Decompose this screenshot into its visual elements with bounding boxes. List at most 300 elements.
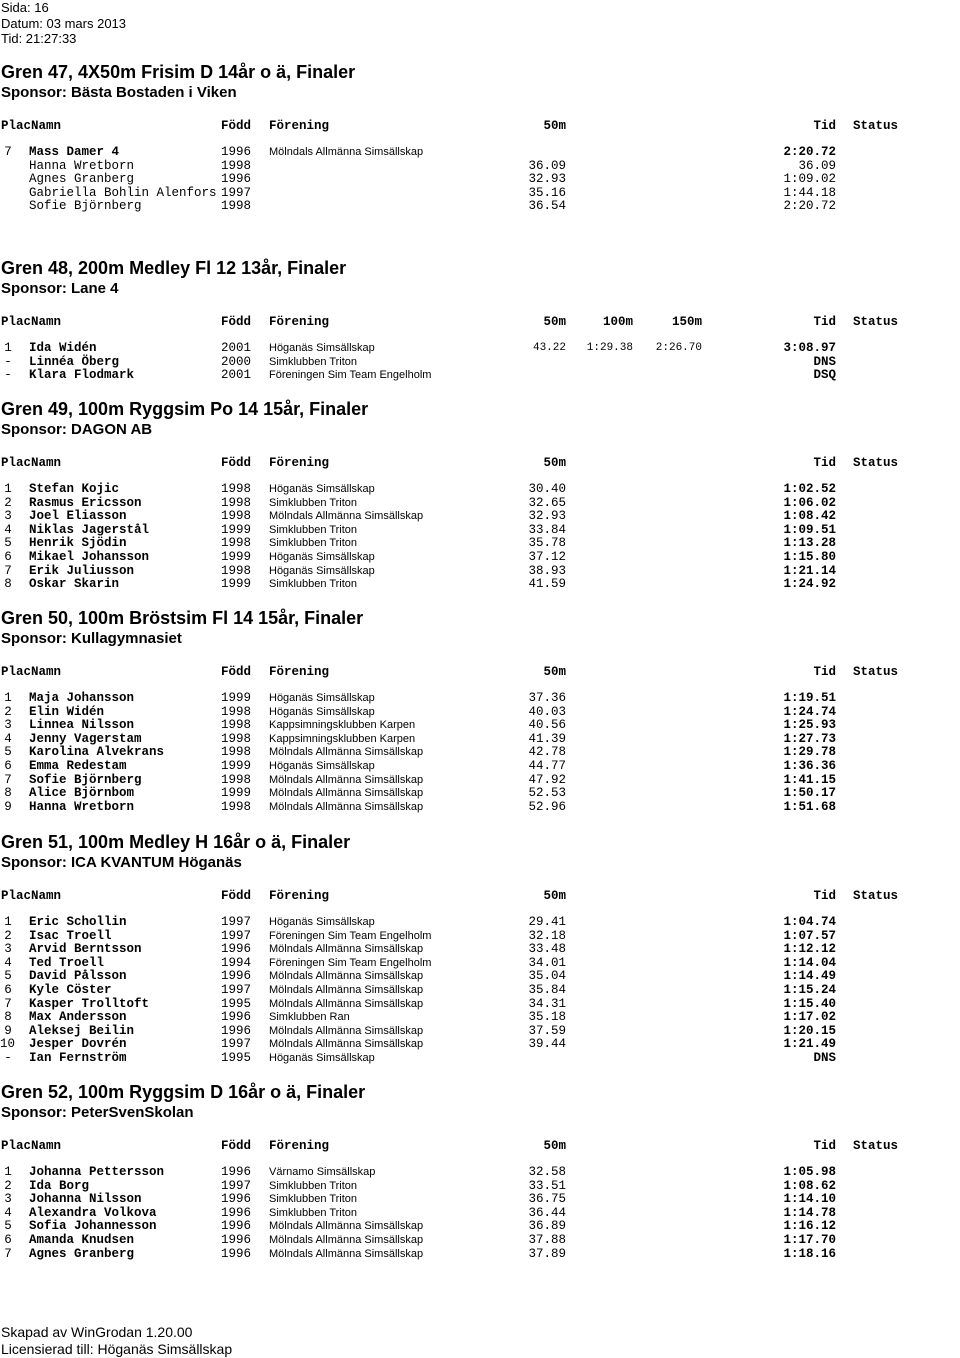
result-born: 2001 xyxy=(221,341,252,355)
result-row xyxy=(0,1166,960,1180)
result-split-s50: 33.51 xyxy=(528,1178,566,1193)
col-header-forening: Förening xyxy=(269,119,330,133)
result-name: Rasmus Ericsson xyxy=(29,495,142,510)
result-time: 1:16.12 xyxy=(783,1219,836,1234)
event-sponsor: Sponsor: Bästa Bostaden i Viken xyxy=(1,84,237,101)
col-header-s150: 150m xyxy=(671,315,702,329)
result-time: 1:14.04 xyxy=(783,955,836,970)
event-sponsor: Sponsor: Kullagymnasiet xyxy=(1,630,182,647)
event-title: Gren 50, 100m Bröstsim Fl 14 15år, Finaler xyxy=(1,608,364,628)
result-row xyxy=(0,916,960,930)
result-split-s50: 52.53 xyxy=(528,786,566,801)
result-place: 1 xyxy=(4,482,12,496)
col-header-tid: Tid xyxy=(813,456,836,470)
result-row xyxy=(0,551,960,565)
result-time: 1:07.57 xyxy=(783,928,836,943)
result-time: 1:06.02 xyxy=(783,495,836,510)
result-time: 1:14.49 xyxy=(783,969,836,984)
result-club: Mölndals Allmänna Simsällskap xyxy=(269,510,424,523)
result-row xyxy=(0,369,960,383)
result-born: 1999 xyxy=(221,786,252,801)
result-born: 1996 xyxy=(221,1023,252,1038)
result-name: Ida Widén xyxy=(29,341,97,355)
result-born: 1999 xyxy=(221,758,252,773)
result-split-s50: 29.41 xyxy=(528,915,566,929)
result-split-s50: 41.59 xyxy=(528,577,566,592)
result-club: Mölndals Allmänna Simsällskap xyxy=(269,1038,424,1051)
col-header-forening: Förening xyxy=(269,889,330,903)
result-born: 1998 xyxy=(221,704,252,719)
result-time: 3:08.97 xyxy=(783,341,836,355)
result-name: Agnes Granberg xyxy=(29,172,135,187)
result-time: 2:20.72 xyxy=(783,145,836,159)
column-header-row xyxy=(0,889,960,907)
result-born: 1996 xyxy=(221,942,252,957)
result-club: Simklubben Triton xyxy=(269,537,358,550)
result-time: 1:02.52 xyxy=(783,482,836,496)
result-place: 1 xyxy=(4,341,12,355)
result-name: David Pålsson xyxy=(29,969,127,984)
result-time: 1:15.24 xyxy=(783,982,836,997)
event-title: Gren 51, 100m Medley H 16år o ä, Finaler xyxy=(1,832,351,852)
result-place: 7 xyxy=(4,1246,12,1261)
result-club: Föreningen Sim Team Engelholm xyxy=(269,369,432,382)
result-born: 1999 xyxy=(221,522,252,537)
col-header-forening: Förening xyxy=(269,1139,330,1153)
result-split-s50: 34.01 xyxy=(528,955,566,970)
result-club: Kappsimningsklubben Karpen xyxy=(269,719,416,732)
event-sponsor: Sponsor: DAGON AB xyxy=(1,421,153,438)
result-born: 1999 xyxy=(221,549,252,564)
result-club: Mölndals Allmänna Simsällskap xyxy=(269,1024,424,1037)
event-block xyxy=(0,62,960,214)
result-row xyxy=(0,774,960,788)
result-born: 1997 xyxy=(221,1037,252,1052)
result-time: 1:15.40 xyxy=(783,996,836,1011)
result-born: 1997 xyxy=(221,915,252,929)
result-time: DNS xyxy=(813,1050,836,1065)
result-place: 4 xyxy=(4,955,12,970)
result-split-s100: 1:29.38 xyxy=(586,342,633,354)
result-place: 3 xyxy=(4,509,12,524)
result-born: 1998 xyxy=(221,563,252,578)
col-header-status: Status xyxy=(852,456,898,470)
column-header-row xyxy=(0,1139,960,1157)
result-place: 7 xyxy=(4,996,12,1011)
result-place: 6 xyxy=(4,982,12,997)
result-place: 6 xyxy=(4,549,12,564)
result-club: Mölndals Allmänna Simsällskap xyxy=(269,800,424,813)
result-club: Mölndals Allmänna Simsällskap xyxy=(269,787,424,800)
page-footer xyxy=(1,1324,232,1358)
result-split-s50: 38.93 xyxy=(528,563,566,578)
col-header-tid: Tid xyxy=(813,665,836,679)
result-club: Simklubben Triton xyxy=(269,1206,358,1219)
result-place: 8 xyxy=(4,1010,12,1025)
result-name: Hanna Wretborn xyxy=(29,799,135,814)
result-club: Mölndals Allmänna Simsällskap xyxy=(269,773,424,786)
result-club: Höganäs Simsällskap xyxy=(269,483,375,495)
result-split-s50: 44.77 xyxy=(528,758,566,773)
result-rows xyxy=(0,483,960,592)
col-header-forening: Förening xyxy=(269,456,330,470)
col-header-s100: 100m xyxy=(602,315,633,329)
event-title: Gren 49, 100m Ryggsim Po 14 15år, Finaler xyxy=(1,399,369,419)
event-block xyxy=(0,258,960,383)
result-row xyxy=(0,1220,960,1234)
result-row xyxy=(0,187,960,201)
event-block xyxy=(0,608,960,814)
result-born: 1998 xyxy=(221,158,252,173)
result-club: Höganäs Simsällskap xyxy=(269,1051,375,1064)
event-block xyxy=(0,1082,960,1261)
result-place: - xyxy=(4,1050,12,1065)
result-time: 1:36.36 xyxy=(783,758,836,773)
result-rows xyxy=(0,692,960,814)
result-time: 1:44.18 xyxy=(783,185,836,200)
result-place: - xyxy=(4,368,12,383)
result-time: 1:18.16 xyxy=(783,1246,836,1261)
event-title: Gren 47, 4X50m Frisim D 14år o ä, Finaler xyxy=(1,62,356,82)
result-name: Alexandra Volkova xyxy=(29,1205,157,1220)
result-name: Eric Schollin xyxy=(29,915,127,929)
result-name: Klara Flodmark xyxy=(29,368,135,383)
result-place: 1 xyxy=(4,915,12,929)
result-row xyxy=(0,510,960,524)
result-rows xyxy=(0,1166,960,1261)
result-place: - xyxy=(4,354,12,369)
col-header-s50: 50m xyxy=(543,1139,566,1153)
result-name: Ida Borg xyxy=(29,1178,90,1193)
result-place: 7 xyxy=(4,563,12,578)
col-header-status: Status xyxy=(852,315,898,329)
result-row xyxy=(0,200,960,214)
result-row xyxy=(0,733,960,747)
result-split-s50: 33.84 xyxy=(528,522,566,537)
result-born: 1999 xyxy=(221,577,252,592)
col-header-tid: Tid xyxy=(813,119,836,133)
result-club: Höganäs Simsällskap xyxy=(269,342,375,354)
result-name: Oskar Skarin xyxy=(29,577,120,592)
result-row xyxy=(0,998,960,1012)
result-born: 1996 xyxy=(221,1232,252,1247)
event-block xyxy=(0,832,960,1066)
result-born: 1998 xyxy=(221,731,252,746)
result-place: 8 xyxy=(4,786,12,801)
col-header-fodd: Född xyxy=(221,889,252,903)
result-place: 5 xyxy=(4,745,12,760)
result-split-s50: 35.04 xyxy=(528,969,566,984)
result-split-s50: 43.22 xyxy=(532,342,566,354)
result-row xyxy=(0,970,960,984)
result-time: 1:12.12 xyxy=(783,942,836,957)
result-row xyxy=(0,1180,960,1194)
result-time: 1:09.02 xyxy=(783,172,836,187)
result-row xyxy=(0,1011,960,1025)
result-name: Arvid Berntsson xyxy=(29,942,142,957)
result-born: 1996 xyxy=(221,1010,252,1025)
result-time: 1:05.98 xyxy=(783,1165,836,1179)
result-born: 1998 xyxy=(221,536,252,551)
result-place: 1 xyxy=(4,1165,12,1179)
result-born: 1998 xyxy=(221,718,252,733)
result-time: 1:17.70 xyxy=(783,1232,836,1247)
result-born: 1998 xyxy=(221,799,252,814)
result-row xyxy=(0,787,960,801)
result-split-s150: 2:26.70 xyxy=(655,342,702,354)
result-name: Alice Björnbom xyxy=(29,786,135,801)
result-born: 1995 xyxy=(221,1050,252,1065)
result-row xyxy=(0,746,960,760)
col-header-fodd: Född xyxy=(221,315,252,329)
result-name: Joel Eliasson xyxy=(29,509,127,524)
result-row xyxy=(0,342,960,356)
result-born: 1994 xyxy=(221,955,252,970)
result-name: Henrik Sjödin xyxy=(29,536,127,551)
result-row xyxy=(0,1248,960,1262)
result-time: 1:08.42 xyxy=(783,509,836,524)
result-time: 1:09.51 xyxy=(783,522,836,537)
result-split-s50: 37.12 xyxy=(528,549,566,564)
col-header-placnamn: PlacNamn xyxy=(1,665,62,679)
result-born: 1996 xyxy=(221,172,252,187)
result-club: Höganäs Simsällskap xyxy=(269,759,375,772)
event-title: Gren 48, 200m Medley Fl 12 13år, Finaler xyxy=(1,258,347,278)
result-born: 1998 xyxy=(221,199,252,214)
result-born: 1997 xyxy=(221,1178,252,1193)
result-place: 4 xyxy=(4,522,12,537)
result-club: Simklubben Triton xyxy=(269,578,358,591)
col-header-s50: 50m xyxy=(543,119,566,133)
result-row xyxy=(0,957,960,971)
result-name: Agnes Granberg xyxy=(29,1246,135,1261)
result-name: Karolina Alvekrans xyxy=(29,745,165,760)
result-time: 1:29.78 xyxy=(783,745,836,760)
result-club: Höganäs Simsällskap xyxy=(269,692,375,704)
page-header xyxy=(1,0,126,47)
column-header-row xyxy=(0,665,960,683)
result-name: Elin Widén xyxy=(29,704,105,719)
result-time: 1:25.93 xyxy=(783,718,836,733)
result-born: 1998 xyxy=(221,772,252,787)
result-split-s50: 33.48 xyxy=(528,942,566,957)
result-club: Värnamo Simsällskap xyxy=(269,1166,376,1178)
result-name: Linnéa Öberg xyxy=(29,354,120,369)
col-header-s50: 50m xyxy=(543,889,566,903)
result-place: 4 xyxy=(4,731,12,746)
result-row xyxy=(0,930,960,944)
col-header-forening: Förening xyxy=(269,665,330,679)
result-split-s50: 52.96 xyxy=(528,799,566,814)
result-born: 1996 xyxy=(221,1165,252,1179)
result-born: 1997 xyxy=(221,982,252,997)
result-row xyxy=(0,706,960,720)
result-split-s50: 36.54 xyxy=(528,199,566,214)
result-row xyxy=(0,173,960,187)
result-split-s50: 32.93 xyxy=(528,509,566,524)
result-club: Mölndals Allmänna Simsällskap xyxy=(269,983,424,996)
result-place: 7 xyxy=(4,772,12,787)
col-header-s50: 50m xyxy=(543,665,566,679)
result-split-s50: 37.36 xyxy=(528,691,566,705)
col-header-tid: Tid xyxy=(813,315,836,329)
result-time: 1:13.28 xyxy=(783,536,836,551)
result-place: 2 xyxy=(4,928,12,943)
col-header-forening: Förening xyxy=(269,315,330,329)
result-place: 4 xyxy=(4,1205,12,1220)
result-split-s50: 32.65 xyxy=(528,495,566,510)
result-row xyxy=(0,1207,960,1221)
result-club: Höganäs Simsällskap xyxy=(269,564,375,577)
col-header-status: Status xyxy=(852,119,898,133)
result-row xyxy=(0,801,960,815)
result-row xyxy=(0,760,960,774)
result-row xyxy=(0,537,960,551)
result-name: Emma Redestam xyxy=(29,758,127,773)
result-name: Jenny Vagerstam xyxy=(29,731,142,746)
result-name: Kyle Cöster xyxy=(29,982,112,997)
result-time: 1:17.02 xyxy=(783,1010,836,1025)
result-time: 1:20.15 xyxy=(783,1023,836,1038)
result-born: 1998 xyxy=(221,745,252,760)
result-row xyxy=(0,984,960,998)
result-time: 1:50.17 xyxy=(783,786,836,801)
result-split-s50: 40.56 xyxy=(528,718,566,733)
column-header-row xyxy=(0,315,960,333)
result-born: 1996 xyxy=(221,1246,252,1261)
result-time: 1:21.49 xyxy=(783,1037,836,1052)
result-time: 1:27.73 xyxy=(783,731,836,746)
result-born: 1997 xyxy=(221,928,252,943)
col-header-status: Status xyxy=(852,889,898,903)
result-split-s50: 37.59 xyxy=(528,1023,566,1038)
col-header-s50: 50m xyxy=(543,315,566,329)
result-name: Mikael Johansson xyxy=(29,549,150,564)
result-row xyxy=(0,1038,960,1052)
result-place: 2 xyxy=(4,704,12,719)
result-split-s50: 36.44 xyxy=(528,1205,566,1220)
col-header-placnamn: PlacNamn xyxy=(1,1139,62,1153)
result-time: 1:21.14 xyxy=(783,563,836,578)
result-name: Kasper Trolltoft xyxy=(29,996,150,1011)
result-born: 1996 xyxy=(221,145,252,159)
result-time: 1:19.51 xyxy=(783,691,836,705)
result-time: 2:20.72 xyxy=(783,199,836,214)
result-time: 1:24.92 xyxy=(783,577,836,592)
result-club: Simklubben Triton xyxy=(269,355,358,368)
column-header-row xyxy=(0,119,960,137)
result-club: Höganäs Simsällskap xyxy=(269,550,375,563)
result-name: Mass Damer 4 xyxy=(29,145,120,159)
result-name: Gabriella Bohlin Alenfors xyxy=(29,185,217,200)
result-split-s50: 40.03 xyxy=(528,704,566,719)
page-time: Tid: 21:27:33 xyxy=(1,31,77,46)
col-header-status: Status xyxy=(852,1139,898,1153)
result-place: 5 xyxy=(4,1219,12,1234)
result-row xyxy=(0,524,960,538)
result-club: Simklubben Triton xyxy=(269,496,358,509)
col-header-status: Status xyxy=(852,665,898,679)
result-split-s50: 36.89 xyxy=(528,1219,566,1234)
result-place: 2 xyxy=(4,1178,12,1193)
result-name: Niklas Jagerstål xyxy=(29,522,150,537)
event-sponsor: Sponsor: Lane 4 xyxy=(1,280,119,297)
result-name: Jesper Dovrén xyxy=(29,1037,127,1052)
result-time: 1:08.62 xyxy=(783,1178,836,1193)
result-rows xyxy=(0,146,960,214)
result-time: DSQ xyxy=(813,368,836,383)
result-split-s50: 42.78 xyxy=(528,745,566,760)
result-time: 1:14.10 xyxy=(783,1192,836,1207)
result-row xyxy=(0,160,960,174)
col-header-tid: Tid xyxy=(813,1139,836,1153)
result-split-s50: 35.16 xyxy=(528,185,566,200)
result-place: 3 xyxy=(4,718,12,733)
result-place: 9 xyxy=(4,799,12,814)
result-place: 7 xyxy=(4,145,12,159)
result-split-s50: 47.92 xyxy=(528,772,566,787)
result-club: Simklubben Triton xyxy=(269,523,358,536)
col-header-s50: 50m xyxy=(543,456,566,470)
result-name: Stefan Kojic xyxy=(29,482,120,496)
result-row xyxy=(0,1234,960,1248)
result-place: 8 xyxy=(4,577,12,592)
result-split-s50: 34.31 xyxy=(528,996,566,1011)
result-name: Linnea Nilsson xyxy=(29,718,135,733)
event-block xyxy=(0,399,960,592)
result-row xyxy=(0,719,960,733)
result-split-s50: 30.40 xyxy=(528,482,566,496)
result-split-s50: 35.84 xyxy=(528,982,566,997)
result-name: Erik Juliusson xyxy=(29,563,135,578)
result-row xyxy=(0,578,960,592)
result-name: Sofie Björnberg xyxy=(29,772,142,787)
result-name: Ted Troell xyxy=(29,955,105,970)
result-time: 1:51.68 xyxy=(783,799,836,814)
result-split-s50: 35.18 xyxy=(528,1010,566,1025)
result-club: Simklubben Ran xyxy=(269,1011,350,1024)
result-born: 2001 xyxy=(221,368,252,383)
result-place: 6 xyxy=(4,758,12,773)
result-time: 1:04.74 xyxy=(783,915,836,929)
result-club: Föreningen Sim Team Engelholm xyxy=(269,956,432,969)
col-header-placnamn: PlacNamn xyxy=(1,119,62,133)
result-time: 1:41.15 xyxy=(783,772,836,787)
result-row xyxy=(0,1193,960,1207)
result-club: Kappsimningsklubben Karpen xyxy=(269,732,416,745)
result-name: Aleksej Beilin xyxy=(29,1023,135,1038)
result-name: Isac Troell xyxy=(29,928,112,943)
page-number: Sida: 16 xyxy=(1,0,49,15)
col-header-tid: Tid xyxy=(813,889,836,903)
result-club: Mölndals Allmänna Simsällskap xyxy=(269,943,424,956)
result-club: Mölndals Allmänna Simsällskap xyxy=(269,997,424,1010)
result-rows xyxy=(0,916,960,1066)
result-born: 1997 xyxy=(221,185,252,200)
result-club: Mölndals Allmänna Simsällskap xyxy=(269,146,424,158)
result-club: Mölndals Allmänna Simsällskap xyxy=(269,746,424,759)
result-row xyxy=(0,497,960,511)
result-time: DNS xyxy=(813,354,836,369)
result-split-s50: 39.44 xyxy=(528,1037,566,1052)
result-born: 1998 xyxy=(221,495,252,510)
result-row xyxy=(0,1052,960,1066)
result-split-s50: 32.18 xyxy=(528,928,566,943)
col-header-placnamn: PlacNamn xyxy=(1,315,62,329)
result-born: 2000 xyxy=(221,354,252,369)
result-name: Amanda Knudsen xyxy=(29,1232,135,1247)
result-place: 5 xyxy=(4,969,12,984)
